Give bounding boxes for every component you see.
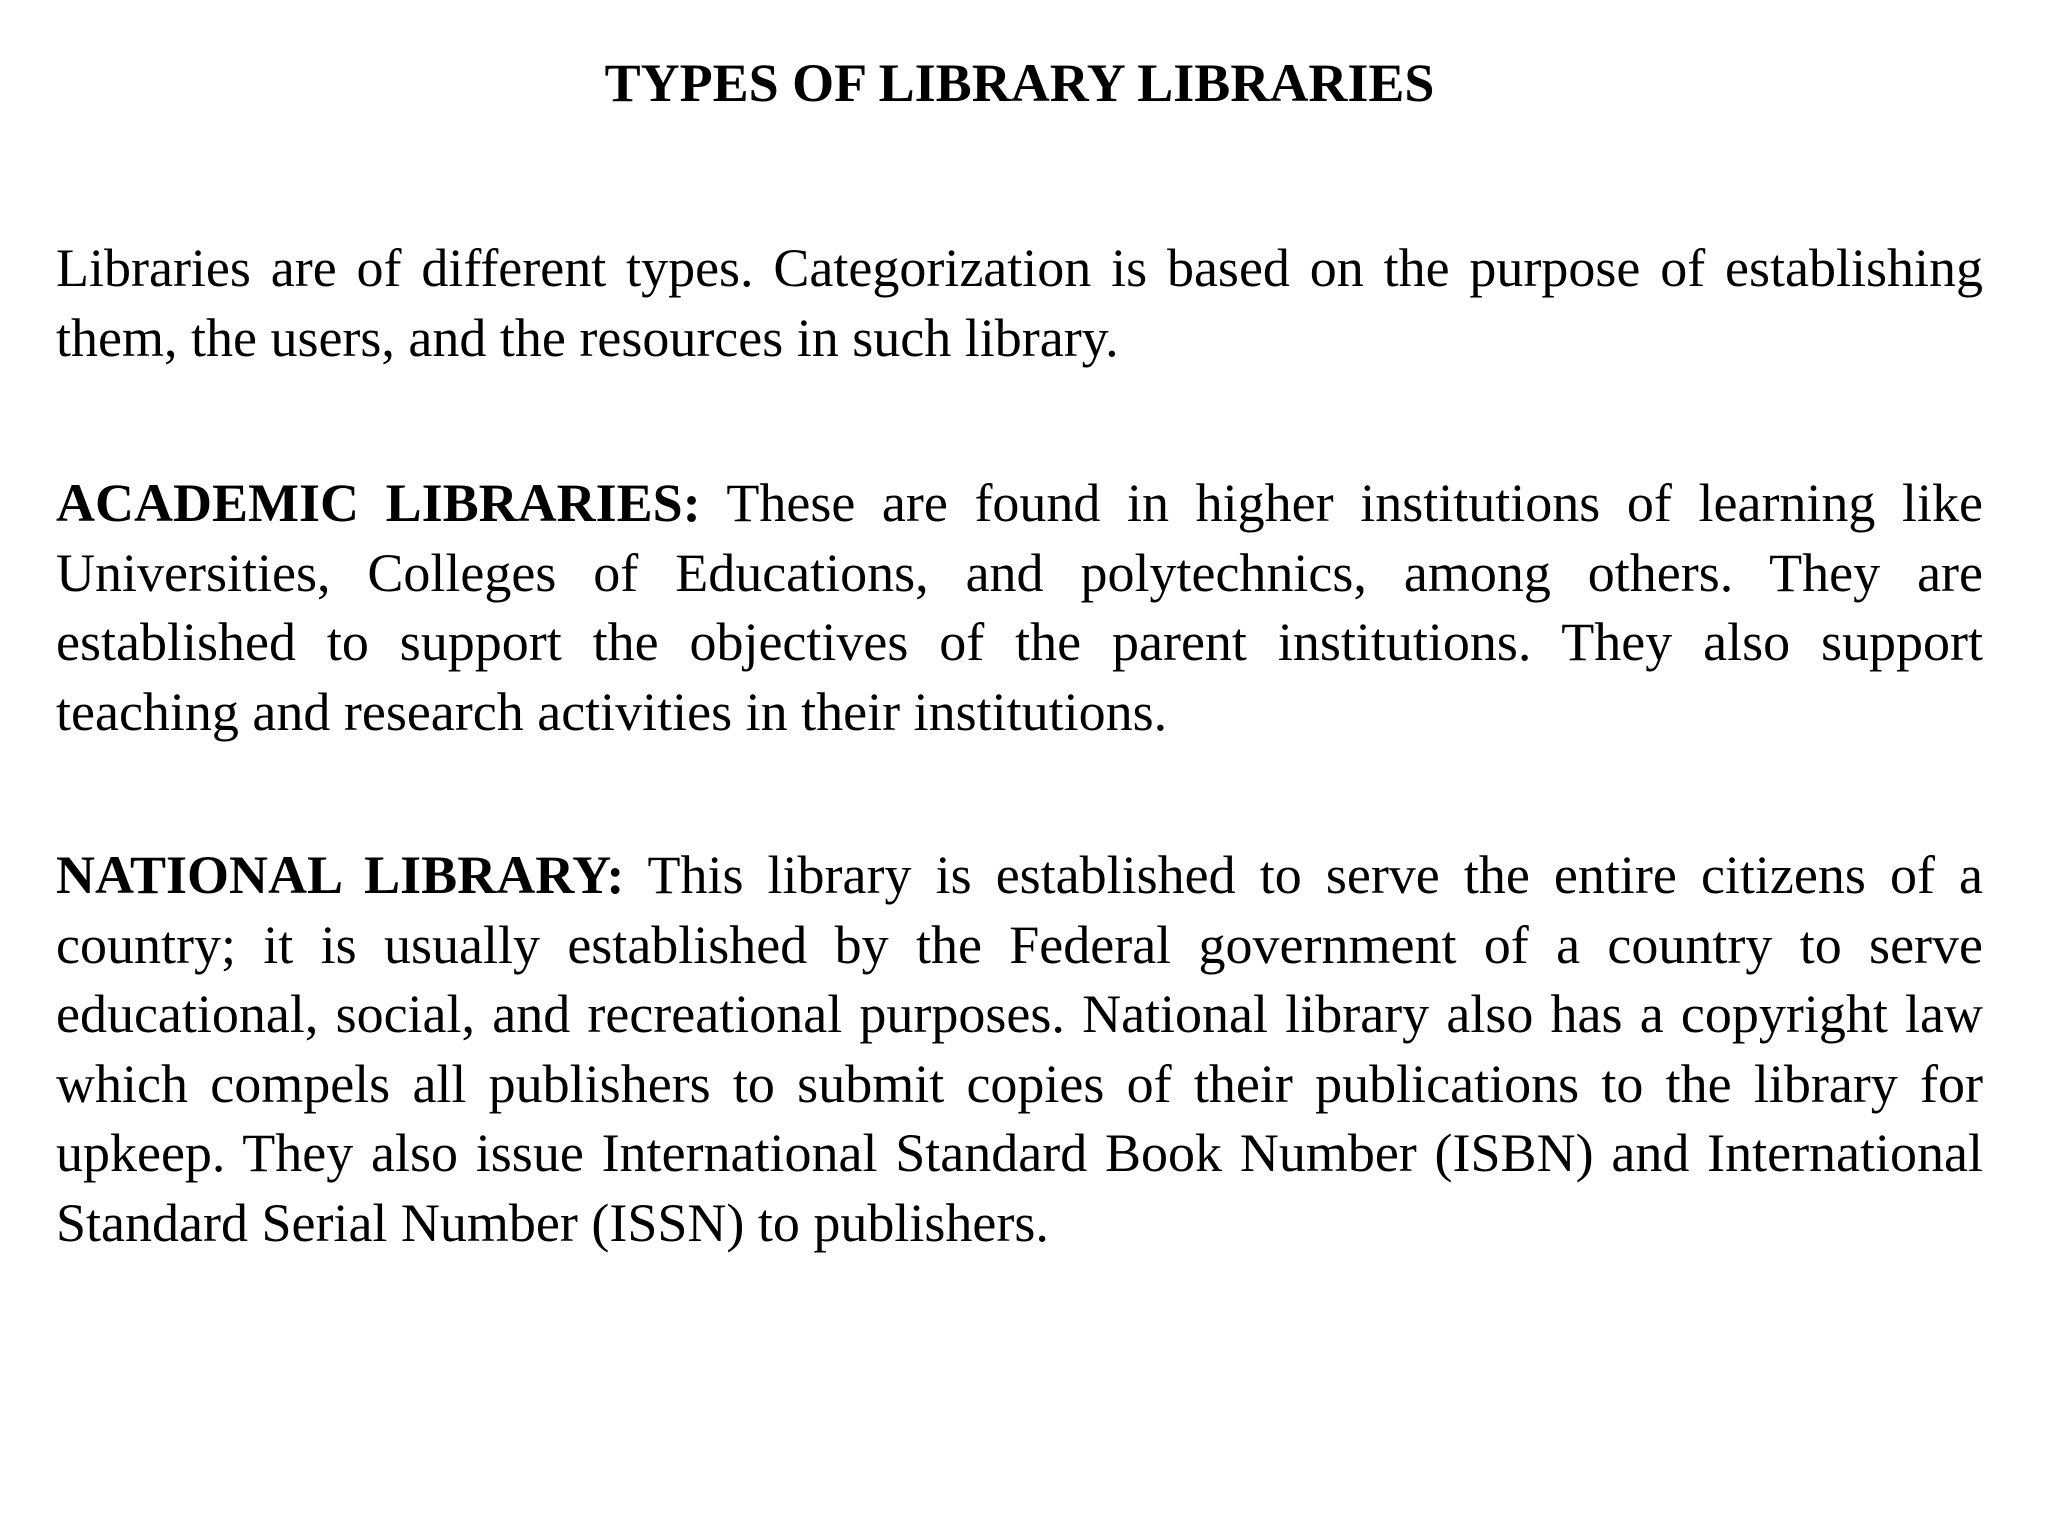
- document-page: [56, 0, 1983, 1536]
- national-library-paragraph: [56, 841, 1983, 1258]
- academic-libraries-paragraph: [56, 469, 1983, 747]
- intro-paragraph: Libraries are of different types. Categorization is based on the purpose of establishing them, the users, and the resources in such library.: [56, 238, 1983, 368]
- page-title: TYPES OF LIBRARY LIBRARIES: [604, 53, 1435, 113]
- academic-libraries-body: These are found in higher institutions of learning like Universities, Colleges of Educations, and polytechnics, among others. They are established to support the objectives of the parent institutions. They also support teaching and research activities in their institutions.: [56, 473, 1984, 742]
- national-library-body: This library is established to serve the entire citizens of a country; it is usually established by the Federal government of a country to serve educational, social, and recreational purposes. National library also has a copyright law which compels all publishers to submit copies of their publications to the library for upkeep. They also issue International Standard Book Number (ISBN) and International Standard Serial Number (ISSN) to publishers.: [56, 845, 1984, 1253]
- national-library-heading: NATIONAL LIBRARY:: [56, 845, 625, 905]
- academic-libraries-heading: ACADEMIC LIBRARIES:: [56, 473, 701, 533]
